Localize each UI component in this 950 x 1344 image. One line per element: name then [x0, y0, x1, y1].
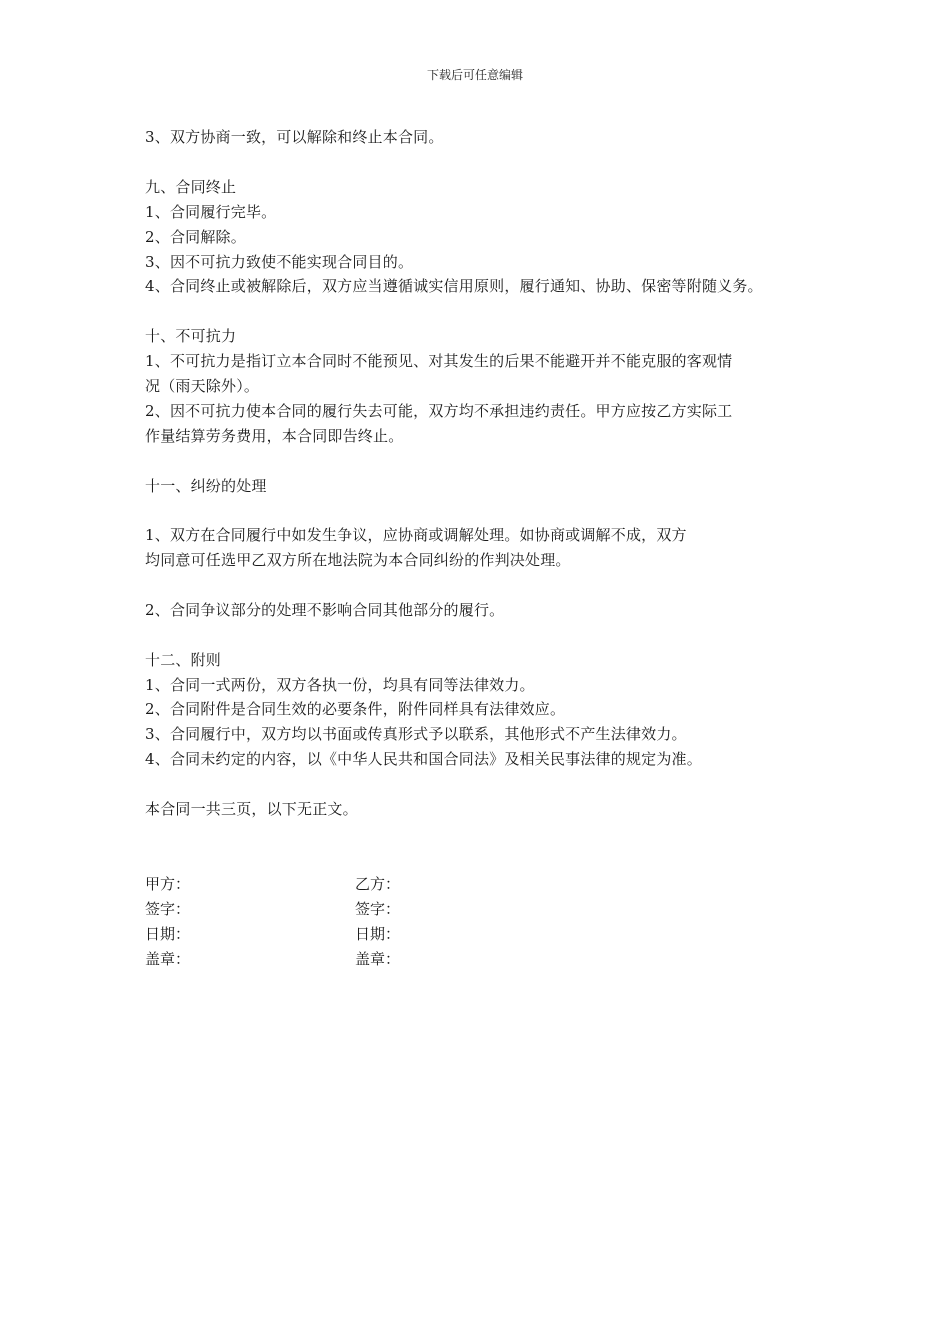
section-10-item-2: 2、因不可抗力使本合同的履行失去可能，双方均不承担违约责任。甲方应按乙方实际工 [145, 402, 733, 420]
clause-3-mutual-termination: 3、双方协商一致，可以解除和终止本合同。 [145, 128, 444, 146]
closing-statement: 本合同一共三页，以下无正文。 [145, 800, 358, 818]
party-a-signature-label: 签字： [145, 900, 191, 918]
section-9-item-2: 2、合同解除。 [145, 228, 246, 246]
section-10-item-2-cont: 作量结算劳务费用，本合同即告终止。 [145, 427, 404, 445]
section-12-item-2: 2、合同附件是合同生效的必要条件，附件同样具有法律效应。 [145, 700, 566, 718]
page-header: 下载后可任意编辑 [426, 68, 523, 82]
section-12-item-4: 4、合同未约定的内容，以《中华人民共和国合同法》及相关民事法律的规定为准。 [145, 750, 702, 768]
party-b-signature-label: 签字： [355, 900, 401, 918]
section-11-item-1: 1、双方在合同履行中如发生争议，应协商或调解处理。如协商或调解不成，双方 [145, 526, 687, 544]
party-b-seal-label: 盖章： [355, 950, 401, 968]
section-9-item-1: 1、合同履行完毕。 [145, 203, 277, 221]
section-9-item-3: 3、因不可抗力致使不能实现合同目的。 [145, 253, 414, 271]
section-11-heading: 十一、纠纷的处理 [145, 477, 267, 495]
party-b-date-label: 日期： [355, 925, 401, 943]
section-10-item-1: 1、不可抗力是指订立本合同时不能预见、对其发生的后果不能避开并不能克服的客观情 [145, 352, 733, 370]
section-12-item-1: 1、合同一式两份，双方各执一份，均具有同等法律效力。 [145, 676, 535, 694]
party-b-label: 乙方： [355, 875, 401, 893]
section-9-item-4: 4、合同终止或被解除后，双方应当遵循诚实信用原则，履行通知、协助、保密等附随义务。 [145, 277, 763, 295]
section-11-item-1-cont: 均同意可任选甲乙双方所在地法院为本合同纠纷的作判决处理。 [145, 551, 571, 569]
party-a-seal-label: 盖章： [145, 950, 191, 968]
section-10-heading: 十、不可抗力 [145, 327, 237, 345]
section-12-item-3: 3、合同履行中，双方均以书面或传真形式予以联系，其他形式不产生法律效力。 [145, 725, 687, 743]
party-a-label: 甲方： [145, 875, 191, 893]
section-9-heading: 九、合同终止 [145, 178, 237, 196]
section-11-item-2: 2、合同争议部分的处理不影响合同其他部分的履行。 [145, 601, 505, 619]
party-a-date-label: 日期： [145, 925, 191, 943]
section-12-heading: 十二、附则 [145, 651, 222, 669]
section-10-item-1-cont: 况（雨天除外）。 [145, 377, 260, 395]
